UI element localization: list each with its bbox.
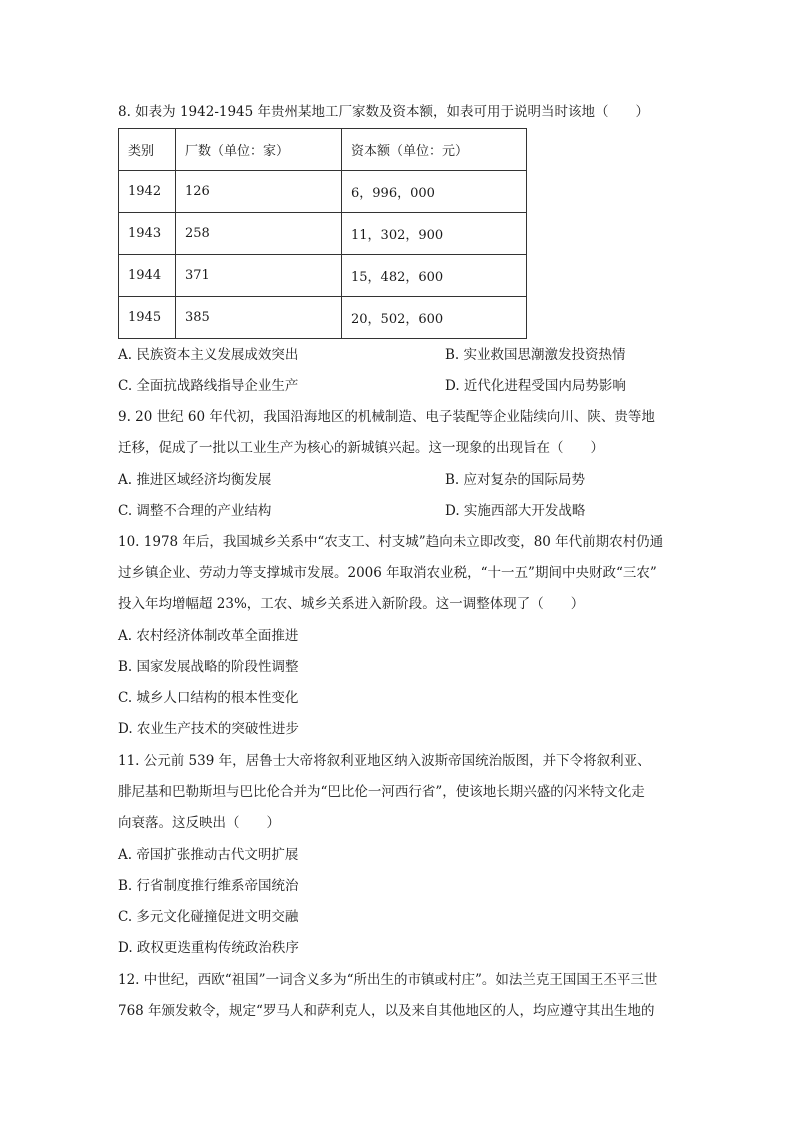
table-cell: 258 bbox=[176, 213, 342, 255]
q9-option-a: A. 推进区域经济均衡发展 bbox=[118, 472, 272, 488]
q10-stem-line: 过乡镇企业、劳动力等支撑城市发展。2006 年取消农业税，“十一五”期间中央财政“三农” bbox=[118, 565, 657, 581]
q11-stem-line: 腓尼基和巴勒斯坦与巴比伦合并为“巴比伦一河西行省”，使该地长期兴盛的闪米特文化走 bbox=[118, 784, 645, 800]
q11-stem-line: 11. 公元前 539 年，居鲁士大帝将叙利亚地区纳入波斯帝国统治版图，并下令将叙利亚、 bbox=[118, 753, 651, 769]
table-header-cell: 类别 bbox=[119, 129, 176, 171]
table-cell: 1945 bbox=[119, 297, 176, 339]
table-row bbox=[119, 255, 527, 297]
q10-option-d: D. 农业生产技术的突破性进步 bbox=[118, 721, 299, 737]
table-cell: 371 bbox=[176, 255, 342, 297]
table-row bbox=[119, 297, 527, 339]
q9-stem-line: 9. 20 世纪 60 年代初，我国沿海地区的机械制造、电子装配等企业陆续向川、陕、贵等地 bbox=[118, 409, 655, 425]
q10-option-c: C. 城乡人口结构的根本性变化 bbox=[118, 690, 299, 706]
q11-option-d: D. 政权更迭重构传统政治秩序 bbox=[118, 940, 299, 956]
q10-option-b: B. 国家发展战略的阶段性调整 bbox=[118, 659, 299, 675]
table-row bbox=[119, 213, 527, 255]
table-row bbox=[119, 171, 527, 213]
q12-stem-line: 768 年颁发敕令，规定“罗马人和萨利克人，以及来自其他地区的人，均应遵守其出生地的 bbox=[118, 1003, 655, 1019]
table-cell: 1942 bbox=[119, 171, 176, 213]
q10-stem-line: 投入年均增幅超 23%，工农、城乡关系进入新阶段。这一调整体现了（ ） bbox=[118, 596, 585, 612]
q11-option-b: B. 行省制度推行维系帝国统治 bbox=[118, 878, 299, 894]
table-cell: 6，996，000 bbox=[342, 171, 527, 213]
table-cell: 385 bbox=[176, 297, 342, 339]
q12-stem-line: 12. 中世纪，西欧“祖国”一词含义多为“所出生的市镇或村庄”。如法兰克王国国王丕平三世 bbox=[118, 972, 658, 988]
table-cell: 15，482，600 bbox=[342, 255, 527, 297]
table-cell: 1944 bbox=[119, 255, 176, 297]
table-header-cell: 厂数（单位：家） bbox=[176, 129, 342, 171]
q8-option-d: D. 近代化进程受国内局势影响 bbox=[445, 378, 626, 394]
q10-option-a: A. 农村经济体制改革全面推进 bbox=[118, 628, 299, 644]
table-cell: 1943 bbox=[119, 213, 176, 255]
q11-stem-line: 向衰落。这反映出（ ） bbox=[118, 815, 280, 831]
table-cell: 20，502，600 bbox=[342, 297, 527, 339]
table-cell: 126 bbox=[176, 171, 342, 213]
table-header-row bbox=[119, 129, 527, 171]
q9-option-c: C. 调整不合理的产业结构 bbox=[118, 503, 272, 519]
q8-option-b: B. 实业救国思潮激发投资热情 bbox=[445, 347, 626, 363]
q9-stem-line: 迁移，促成了一批以工业生产为核心的新城镇兴起。这一现象的出现旨在（ ） bbox=[118, 440, 604, 456]
factory-capital-table bbox=[118, 128, 527, 339]
q8-option-a: A. 民族资本主义发展成效突出 bbox=[118, 347, 299, 363]
q11-option-c: C. 多元文化碰撞促进文明交融 bbox=[118, 909, 299, 925]
table-cell: 11，302，900 bbox=[342, 213, 527, 255]
q8-stem: 8. 如表为 1942-1945 年贵州某地工厂家数及资本额，如表可用于说明当时该地（ ） bbox=[118, 104, 650, 120]
q9-option-b: B. 应对复杂的国际局势 bbox=[445, 472, 586, 488]
q8-option-c: C. 全面抗战路线指导企业生产 bbox=[118, 378, 299, 394]
q11-option-a: A. 帝国扩张推动古代文明扩展 bbox=[118, 847, 299, 863]
table-header-cell: 资本额（单位：元） bbox=[342, 129, 527, 171]
q10-stem-line: 10. 1978 年后，我国城乡关系中“农支工、村支城”趋向未立即改变，80 年代前期农村仍通 bbox=[118, 534, 664, 550]
q9-option-d: D. 实施西部大开发战略 bbox=[445, 503, 586, 519]
